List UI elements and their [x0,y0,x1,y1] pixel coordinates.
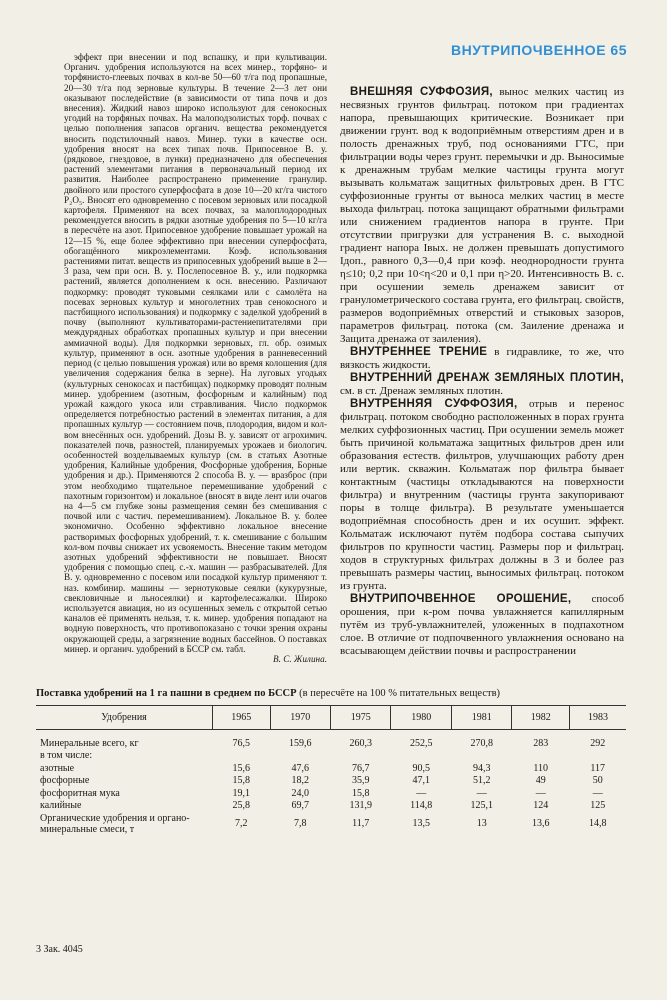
table-row [36,775,626,788]
table-cell [451,750,511,763]
table-cell: — [476,787,487,799]
right-column [340,86,624,682]
table-cell: 13,5 [412,818,430,830]
left-column-text: эффект при внесении и под вспашку, и при культивации. Органич. удобрения используются на всех минер., торфяно- и торфянисто-глеевых почвах в кол-ве 50—60 т/га под пропашные, 20—30 т/га под зерновые культуры. В течение 2—3 лет они оказывают последействие (в зависимости от типа почв и доз внесения). Жидкий навоз широко используют для сенокосных угодий на торфяных почвах. На малоподзолистых торф. почвах с целью пополнения запасов органич. вещества рекомендуется вносить подстилочный навоз. Минер. туки в качестве осн. удобрения вносят на всех типах почв. Припосевное В. у. (рядковое, гнездовое, в лунки) предназначено для обеспечения растений элементами питания в первоначальный период их развития. Наиболее распространено применение гранулир. двойного или простого суперфосфата в дозе 10—20 кг/га чистого P₂O₅. Вносят его одновременно с посевом зерновых или посадкой картофеля. Применяют на всех почвах, за малоплодородных рекомендуется вносить в рядки азотные удобрения по 5—10 кг/га в пересчёте на азот. Припосевное удобрение повышает урожай на 12—15 %, еще более эффективно при внесении суперфосфата, обогащённого микроэлементами. Коэф. использования растениями питат. веществ из припосевных удобрений выше в 2—3 раза, чем при осн. В. у. Послепосевное В. у., или подкормка растений, является дополнением к осн. внесению. Различают подкормку: проводят туковыми сеялками или с самолёта на посевах зерновых культур и многолетних трав сенокосного и пастбищного использования) и подкормку с заделкой удобрений в почву (выполняют культиваторами-растениепитателями при междурядных обработках пропашных культур и при внесении аммиачной воды). Для подкормки зерновых, гл. обр. озимых культур, применяют в осн. азотные удобрения в ранневесенний период (с целью повышения урожая) или во время колошения (для увеличения содержания белка в зерне). На луговых угодьях (культурных сенокосах и пастбищах) подкормку проводят полным минер. удобрением (азотным, фосфорным и калийным) под урожай каждого укоса или стравливания. Число подкормок определяется потребностью растений в элементах питания, а для пропашных культур — состоянием почв, плодородия, видом и кол-вом внесённых осн. удобрений. Дозы В. у. зависят от агрохимич. показателей почв, разностей, планируемых урожаев и биологич. особенностей возделываемых культур (см. в статьях Азотные удобрения, Калийные удобрения, Фосфорные удобрения, Борные удобрения и др.). Применяются 2 способа В. у. — вразброс (при этом необходимо тщательное перемешивание удобрений с пахотным горизонтом) и локальное (вносят в виде лент или очагов на 4—5 см глубже зоны размещения семян без смешивания с почвой или с частич. перемешиванием). Локальное В. у. более экономично. Особенно эффективно локальное внесение растворимых фосфорных удобрений, т. к. смешивание с большим кол-вом почвы снижает их усвояемость. Внесение таким методом азотных удобрений эффективности не повышает. Вносят удобрения с помощью спец. с.-х. машин — разбрасывателей. Для В. у. одновременно с посевом или посадкой культур применяют т. наз. комбинир. машины — зернотуковые сеялки (кукурузные, свекловичные и льносеялки) и картофелесажалки. Широко используется авиация, но из осушенных земель с открытой сетью каналов её применять нельзя, т. к. минер. удобрения попадают на водную поверхность, что противопоказано с точки зрения охраны окружающей среды, а загрязнение водных бассейнов. О поставках минер. и органич. удобрений в БССР см. табл. [64,52,327,654]
table-cell: 7,2 [235,818,248,830]
table-cell: 35,9 [351,775,370,786]
table-cell: фосфорные [40,775,90,786]
table-cell: 292 [590,737,606,749]
table-header-cell: 1965 [213,706,271,730]
table-cell [213,750,271,763]
table-header-cell: 1970 [270,706,330,730]
table-row [36,762,626,775]
table-cell [330,750,390,763]
table-cell: фосфоритная мука [40,787,120,799]
table-cell: 110 [533,762,548,774]
table-cell: 7,8 [293,818,307,830]
table-row [36,800,626,813]
table-cell: 50 [592,775,603,786]
table-cell: 14,8 [588,818,607,830]
table-cell: калийные [40,800,82,811]
table-cell: 49 [535,775,546,786]
table-row [36,750,626,763]
table-cell: — [535,787,546,799]
table-row [36,787,626,800]
table-cell: 15,8 [232,775,250,786]
table-cell: — [592,787,603,799]
table-cell: 25,8 [232,800,250,811]
table-header-cell: 1981 [451,706,511,730]
left-column [64,52,327,682]
table-cell: Органические удобрения и органо-минеральные смеси, т [40,812,190,835]
table-cell: 24,0 [291,787,309,799]
table-cell: 252,5 [409,737,433,749]
entry-vnutrenniy-drenazh: ВНУТРЕННИЙ ДРЕНАЖ ЗЕМЛЯНЫХ ПЛОТИН, см. в ст. Дренаж земляных плотин. [340,372,624,397]
entry-vnutrennyaya-suffoziya: ВНУТРЕННЯЯ СУФФОЗИЯ, отрыв и перенос фильтрац. потоком свободно расположенных в порах грунта мелких суффозионных частиц. При осушении земель может быть причиной кольматажа защитных фильтров дрен или образования естеств. фильтров, улучшающих работу дрен или вертик. скважин. Кольматаж пор фильтра бывает контактным (частицы откладываются на поверхности фильтра) и внутренним (частицы грунта закупоривают поры в толще фильтра). В результате уменьшается водоприёмная способность дрен и их осушит. эффект. Кольматаж исключают путём подбора состава сыпучих фильтров по крупности частиц. Размеры пор и фильтрац. ходов в структурных фильтрах должны в 3 и более раз превышать размеры частиц, выносимых фильтрац. потоком из грунта. [340,398,624,592]
table-cell: 76,7 [351,762,370,774]
table-cell: 159,6 [288,737,312,749]
table-cell: в том числе: [40,750,93,761]
table-cell: 11,7 [352,818,370,830]
table-cell [391,750,451,763]
entry-vnutripochvennoe-oroshenie: ВНУТРИПОЧВЕННОЕ ОРОШЕНИЕ, способ орошения, при к-ром почва увлажняется капиллярным путём из труб-увлажнителей, уложенных в подпахотном слое. В отличие от подпочвенного увлажнения основано на всасывающем действии почвы и распространении [340,593,624,657]
table-cell [512,750,570,763]
table-header-cell: Удобрения [36,706,213,730]
author-signature: В. С. Жилина. [273,653,327,664]
table-title: Поставка удобрений на 1 га пашни в среднем по БССР (в пересчёте на 100 % питательных веществ) [36,688,501,699]
entry-vnutrennee-trenie: ВНУТРЕННЕЕ ТРЕНИЕ в гидравлике, то же, что вязкость жидкости. [340,346,624,371]
table-cell: 117 [590,762,606,774]
table-header-cell: 1980 [391,706,451,730]
table-row [36,737,626,750]
table-cell: 47,6 [291,762,309,774]
table-cell [270,750,330,763]
fertilizer-table-section [36,688,626,836]
table-cell: 15,6 [232,762,250,774]
table-cell [569,750,626,763]
table-cell: 283 [533,737,549,749]
table-cell: 90,5 [412,762,430,774]
table-cell: 13,6 [531,818,550,830]
table-cell: 15,8 [351,787,370,799]
fertilizer-table [36,705,626,836]
table-header-row [36,706,626,730]
table-cell: 94,3 [472,762,491,774]
page-header: ВНУТРИПОЧВЕННОЕ 65 [450,42,627,58]
table-cell: 47,1 [412,775,430,786]
page-footer: 3 Зак. 4045 [36,944,83,955]
table-cell: 76,5 [232,737,250,749]
table-header-cell: 1983 [569,706,626,730]
table-header-cell: 1975 [330,706,390,730]
table-cell: 19,1 [232,787,250,799]
table-cell: — [416,787,427,799]
table-cell: 13 [476,818,487,830]
table-cell: 270,8 [470,737,493,749]
table-cell: азотные [40,762,75,774]
table-cell: Минеральные всего, кг [40,737,139,749]
table-cell: 125,1 [470,800,493,811]
table-cell: 124 [533,800,549,811]
table-cell: 18,2 [291,775,309,786]
table-cell: 51,2 [472,775,491,786]
table-cell: 125 [590,800,606,811]
table-cell: 69,7 [291,800,309,811]
table-row [36,812,626,836]
table-cell: 131,9 [349,800,372,811]
entry-vneshnyaya-suffoziya: ВНЕШНЯЯ СУФФОЗИЯ, вынос мелких частиц из несвязных грунтов фильтрац. потоком при градиентах напора, превышающих критические. Возникает при движении грунт. вод к водоприёмным отверстиям дрен и в полость дренажных труб, под основаниями ГТС, при фильтрации воды через грунт. перемычки и др. Выносимые к дренажным трубам мелкие частицы грунта могут вызывать кольматаж защитных фильтровых дрен. В ГТС суффозионные грунты от выноса мелких частиц в месте выхода фильтрац. потока защищают обратными фильтрами или снижением градиентов напора в грунте. При отсутствии пригрузки для устранения В. с. выходной градиент напора Iвых. не должен превышать допустимого Iдоп., равного 0,3—0,4 при коэф. неоднородности грунта η≤10; 0,2 при 10<η<20 и 0,1 при η>20. Интенсивность В. с. при осушении земель дренажем зависит от гранулометрического состава грунта, его фильтрац. свойств, размеров водоприёмных отверстий и стыковых зазоров, параметров фильтрац. потока (см. Заиление дренажа и Защита дренажа от заиления). [340,86,624,345]
table-cell: 260,3 [349,737,372,749]
table-cell: 114,8 [410,800,433,811]
table-header-cell: 1982 [512,706,570,730]
